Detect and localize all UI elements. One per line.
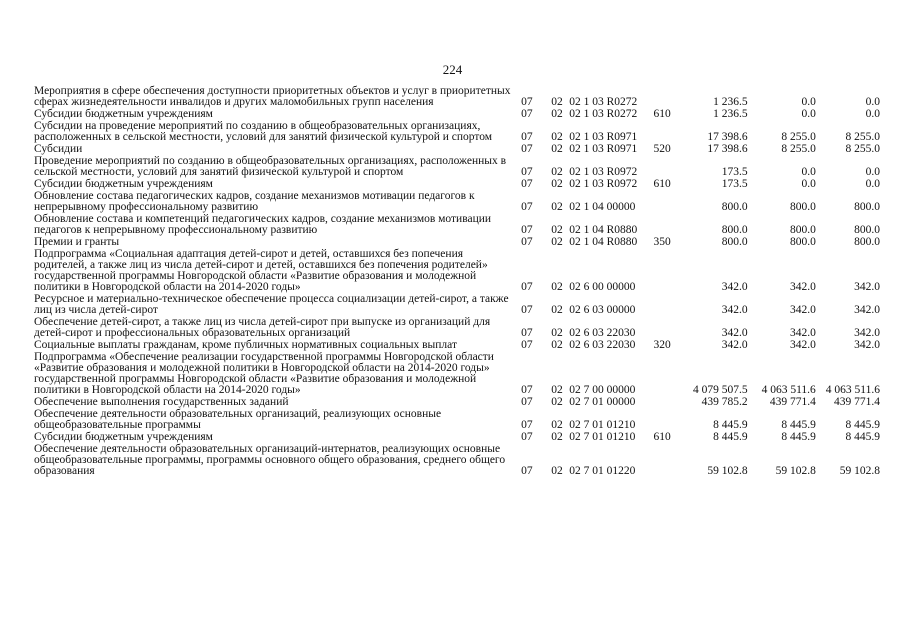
row-subsection-code: 02 <box>551 396 563 408</box>
row-description: Социальные выплаты гражданам, кроме публичных нормативных социальных выплат <box>34 339 457 351</box>
row-section-code: 07 <box>521 166 533 178</box>
row-amount-1: 1 236.5 <box>713 96 748 108</box>
table-row <box>34 444 880 478</box>
row-subsection-code: 02 <box>551 178 563 190</box>
row-amount-2: 800.0 <box>789 224 816 236</box>
row-section-code: 07 <box>521 143 533 155</box>
row-amount-1: 342.0 <box>721 339 748 351</box>
row-amount-3: 8 445.9 <box>845 431 880 443</box>
row-amount-1: 800.0 <box>721 224 748 236</box>
row-subsection-code: 02 <box>551 339 563 351</box>
row-subsection-code: 02 <box>551 384 563 396</box>
row-amount-3: 342.0 <box>854 339 880 351</box>
row-expense-type-code <box>653 352 681 397</box>
row-section-code: 07 <box>521 419 533 431</box>
row-section-code: 07 <box>521 224 533 236</box>
row-expense-type-code: 610 <box>653 431 671 443</box>
row-section-code: 07 <box>521 465 533 477</box>
row-amount-3: 0.0 <box>865 178 880 190</box>
row-amount-1: 8 445.9 <box>713 419 748 431</box>
row-target-article-code: 02 7 01 01210 <box>569 419 636 431</box>
row-subsection-code: 02 <box>551 201 563 213</box>
row-target-article-code: 02 1 03 R0272 <box>569 108 638 120</box>
row-amount-3: 8 255.0 <box>845 143 880 155</box>
table-row <box>34 214 880 237</box>
row-description: Субсидии бюджетным учреждениям <box>34 108 213 120</box>
row-expense-type-code: 320 <box>653 339 671 351</box>
row-amount-1: 1 236.5 <box>713 108 748 120</box>
row-target-article-code: 02 1 03 R0272 <box>569 96 638 108</box>
row-expense-type-code <box>653 191 681 214</box>
row-subsection-code: 02 <box>551 281 563 293</box>
row-amount-3: 0.0 <box>865 166 880 178</box>
row-description: Подпрограмма «Обеспечение реализации государственной программы Новгородской области «Развитие образования и молодежной политики в Новгородской области на 2014-2020 годы» государственной программы Новгородской области «Развитие образования и молодежной политики в Новгородской области на 2014-2020 годы» <box>34 351 494 396</box>
row-description: Обеспечение деятельности образовательных организаций-интернатов, реализующих основные общеобразовательные программы, программы основного общего образования, среднего общего образования <box>34 443 506 477</box>
row-amount-2: 8 255.0 <box>781 131 816 143</box>
table-row <box>34 249 880 294</box>
row-amount-3: 800.0 <box>854 224 880 236</box>
row-description: Субсидии бюджетным учреждениям <box>34 178 213 190</box>
row-amount-1: 17 398.6 <box>707 131 748 143</box>
row-description: Субсидии на проведение мероприятий по созданию в общеобразовательных организациях, расположенных в сельской местности, условий для занятий физической культурой и спортом <box>34 120 493 143</box>
table-row <box>34 352 880 397</box>
row-amount-3: 342.0 <box>854 281 880 293</box>
row-description: Премии и гранты <box>34 236 120 248</box>
row-amount-1: 342.0 <box>721 327 748 339</box>
row-target-article-code: 02 7 01 00000 <box>569 396 636 408</box>
row-expense-type-code <box>653 86 681 109</box>
row-expense-type-code <box>653 121 681 144</box>
row-amount-3: 800.0 <box>854 201 880 213</box>
row-amount-3: 439 771.4 <box>834 396 880 408</box>
row-expense-type-code: 610 <box>653 178 671 190</box>
row-description: Обеспечение детей-сирот, а также лиц из числа детей-сирот при выпуске из организаций для детей-сирот и профессиональных образовательных организаций <box>34 316 491 339</box>
table-row <box>34 86 880 109</box>
row-amount-1: 173.5 <box>721 166 748 178</box>
row-section-code: 07 <box>521 384 533 396</box>
row-subsection-code: 02 <box>551 465 563 477</box>
row-amount-3: 0.0 <box>865 96 880 108</box>
row-expense-type-code <box>653 294 681 317</box>
row-subsection-code: 02 <box>551 236 563 248</box>
row-subsection-code: 02 <box>551 224 563 236</box>
row-section-code: 07 <box>521 178 533 190</box>
table-row <box>34 409 880 432</box>
row-expense-type-code <box>653 397 681 409</box>
row-description: Субсидии бюджетным учреждениям <box>34 431 213 443</box>
table-row <box>34 156 880 179</box>
row-amount-1: 17 398.6 <box>707 143 748 155</box>
budget-table-body <box>34 86 880 478</box>
row-amount-2: 800.0 <box>789 201 816 213</box>
row-subsection-code: 02 <box>551 304 563 316</box>
row-expense-type-code: 610 <box>653 108 671 120</box>
row-amount-3: 342.0 <box>854 327 880 339</box>
row-amount-3: 800.0 <box>854 236 880 248</box>
row-subsection-code: 02 <box>551 166 563 178</box>
row-amount-1: 173.5 <box>721 178 748 190</box>
row-amount-1: 439 785.2 <box>701 396 748 408</box>
row-subsection-code: 02 <box>551 143 563 155</box>
row-amount-3: 8 255.0 <box>845 131 880 143</box>
row-expense-type-code: 520 <box>653 143 671 155</box>
row-target-article-code: 02 1 04 R0880 <box>569 224 638 236</box>
row-expense-type-code <box>653 409 681 432</box>
row-subsection-code: 02 <box>551 108 563 120</box>
row-target-article-code: 02 1 03 R0971 <box>569 143 638 155</box>
row-description: Мероприятия в сфере обеспечения доступности приоритетных объектов и услуг в приоритетных сферах жизнедеятельности инвалидов и других маломобильных групп населения <box>34 85 511 108</box>
row-amount-3: 0.0 <box>865 108 880 120</box>
row-section-code: 07 <box>521 201 533 213</box>
row-amount-2: 0.0 <box>801 96 816 108</box>
table-row <box>34 294 880 317</box>
row-target-article-code: 02 6 00 00000 <box>569 281 636 293</box>
row-amount-3: 8 445.9 <box>845 419 880 431</box>
row-description: Обновление состава педагогических кадров, создание механизмов мотивации педагогов к непрерывному профессиональному развитию <box>34 190 475 213</box>
row-amount-1: 800.0 <box>721 201 748 213</box>
row-target-article-code: 02 1 03 R0972 <box>569 178 638 190</box>
row-subsection-code: 02 <box>551 327 563 339</box>
row-description: Обеспечение деятельности образовательных организаций, реализующих основные общеобразовательные программы <box>34 408 442 431</box>
row-amount-3: 4 063 511.6 <box>825 384 880 396</box>
table-row <box>34 191 880 214</box>
row-amount-2: 800.0 <box>789 236 816 248</box>
row-description: Субсидии <box>34 143 83 155</box>
row-section-code: 07 <box>521 339 533 351</box>
row-amount-2: 439 771.4 <box>769 396 816 408</box>
row-section-code: 07 <box>521 108 533 120</box>
row-subsection-code: 02 <box>551 96 563 108</box>
row-amount-2: 8 445.9 <box>781 419 816 431</box>
row-amount-1: 342.0 <box>721 304 748 316</box>
row-description: Обеспечение выполнения государственных заданий <box>34 396 289 408</box>
row-amount-1: 59 102.8 <box>707 465 748 477</box>
row-amount-2: 342.0 <box>789 281 816 293</box>
row-target-article-code: 02 6 03 00000 <box>569 304 636 316</box>
row-description: Подпрограмма «Социальная адаптация детей-сирот и детей, оставшихся без попечения родителей, а также лиц из числа детей-сирот и детей, оставшихся без попечения родителей» государственной программы Новгородской области «Развитие образования и молодежной политики в Новгородской области на 2014-2020 годы» <box>34 248 488 293</box>
row-amount-2: 8 445.9 <box>781 431 816 443</box>
row-section-code: 07 <box>521 327 533 339</box>
row-expense-type-code <box>653 444 681 478</box>
row-section-code: 07 <box>521 236 533 248</box>
row-section-code: 07 <box>521 304 533 316</box>
row-amount-2: 59 102.8 <box>775 465 816 477</box>
row-amount-3: 342.0 <box>854 304 880 316</box>
row-target-article-code: 02 6 03 22030 <box>569 327 636 339</box>
row-amount-2: 342.0 <box>789 304 816 316</box>
table-row <box>34 317 880 340</box>
row-section-code: 07 <box>521 431 533 443</box>
row-expense-type-code <box>653 317 681 340</box>
row-amount-1: 342.0 <box>721 281 748 293</box>
row-section-code: 07 <box>521 96 533 108</box>
row-amount-2: 0.0 <box>801 108 816 120</box>
row-description: Проведение мероприятий по созданию в общеобразовательных организациях, расположенных в сельской местности, условий для занятий физической культурой и спортом <box>34 155 507 178</box>
row-expense-type-code <box>653 156 681 179</box>
row-target-article-code: 02 6 03 22030 <box>569 339 636 351</box>
row-expense-type-code <box>653 249 681 294</box>
row-target-article-code: 02 7 01 01220 <box>569 465 636 477</box>
row-amount-2: 342.0 <box>789 327 816 339</box>
row-target-article-code: 02 7 01 01210 <box>569 431 636 443</box>
row-target-article-code: 02 1 04 R0880 <box>569 236 638 248</box>
row-amount-1: 8 445.9 <box>713 431 748 443</box>
row-target-article-code: 02 7 00 00000 <box>569 384 636 396</box>
row-target-article-code: 02 1 03 R0972 <box>569 166 638 178</box>
row-amount-2: 0.0 <box>801 178 816 190</box>
row-subsection-code: 02 <box>551 131 563 143</box>
row-description: Ресурсное и материально-техническое обеспечение процесса социализации детей-сирот, а также лиц из числа детей-сирот <box>34 293 509 316</box>
row-description: Обновление состава и компетенций педагогических кадров, создание механизмов мотивации педагогов к непрерывному профессиональному развитию <box>34 213 492 236</box>
row-amount-1: 800.0 <box>721 236 748 248</box>
row-section-code: 07 <box>521 131 533 143</box>
row-amount-2: 342.0 <box>789 339 816 351</box>
row-amount-2: 8 255.0 <box>781 143 816 155</box>
row-target-article-code: 02 1 04 00000 <box>569 201 636 213</box>
row-amount-1: 4 079 507.5 <box>693 384 748 396</box>
table-row <box>34 121 880 144</box>
row-section-code: 07 <box>521 281 533 293</box>
row-amount-2: 0.0 <box>801 166 816 178</box>
row-target-article-code: 02 1 03 R0971 <box>569 131 638 143</box>
row-subsection-code: 02 <box>551 431 563 443</box>
row-section-code: 07 <box>521 396 533 408</box>
budget-table <box>34 86 880 478</box>
page-number: 224 <box>442 62 463 77</box>
row-expense-type-code <box>653 214 681 237</box>
row-amount-2: 4 063 511.6 <box>761 384 816 396</box>
row-expense-type-code: 350 <box>653 236 671 248</box>
row-amount-3: 59 102.8 <box>839 465 880 477</box>
row-subsection-code: 02 <box>551 419 563 431</box>
